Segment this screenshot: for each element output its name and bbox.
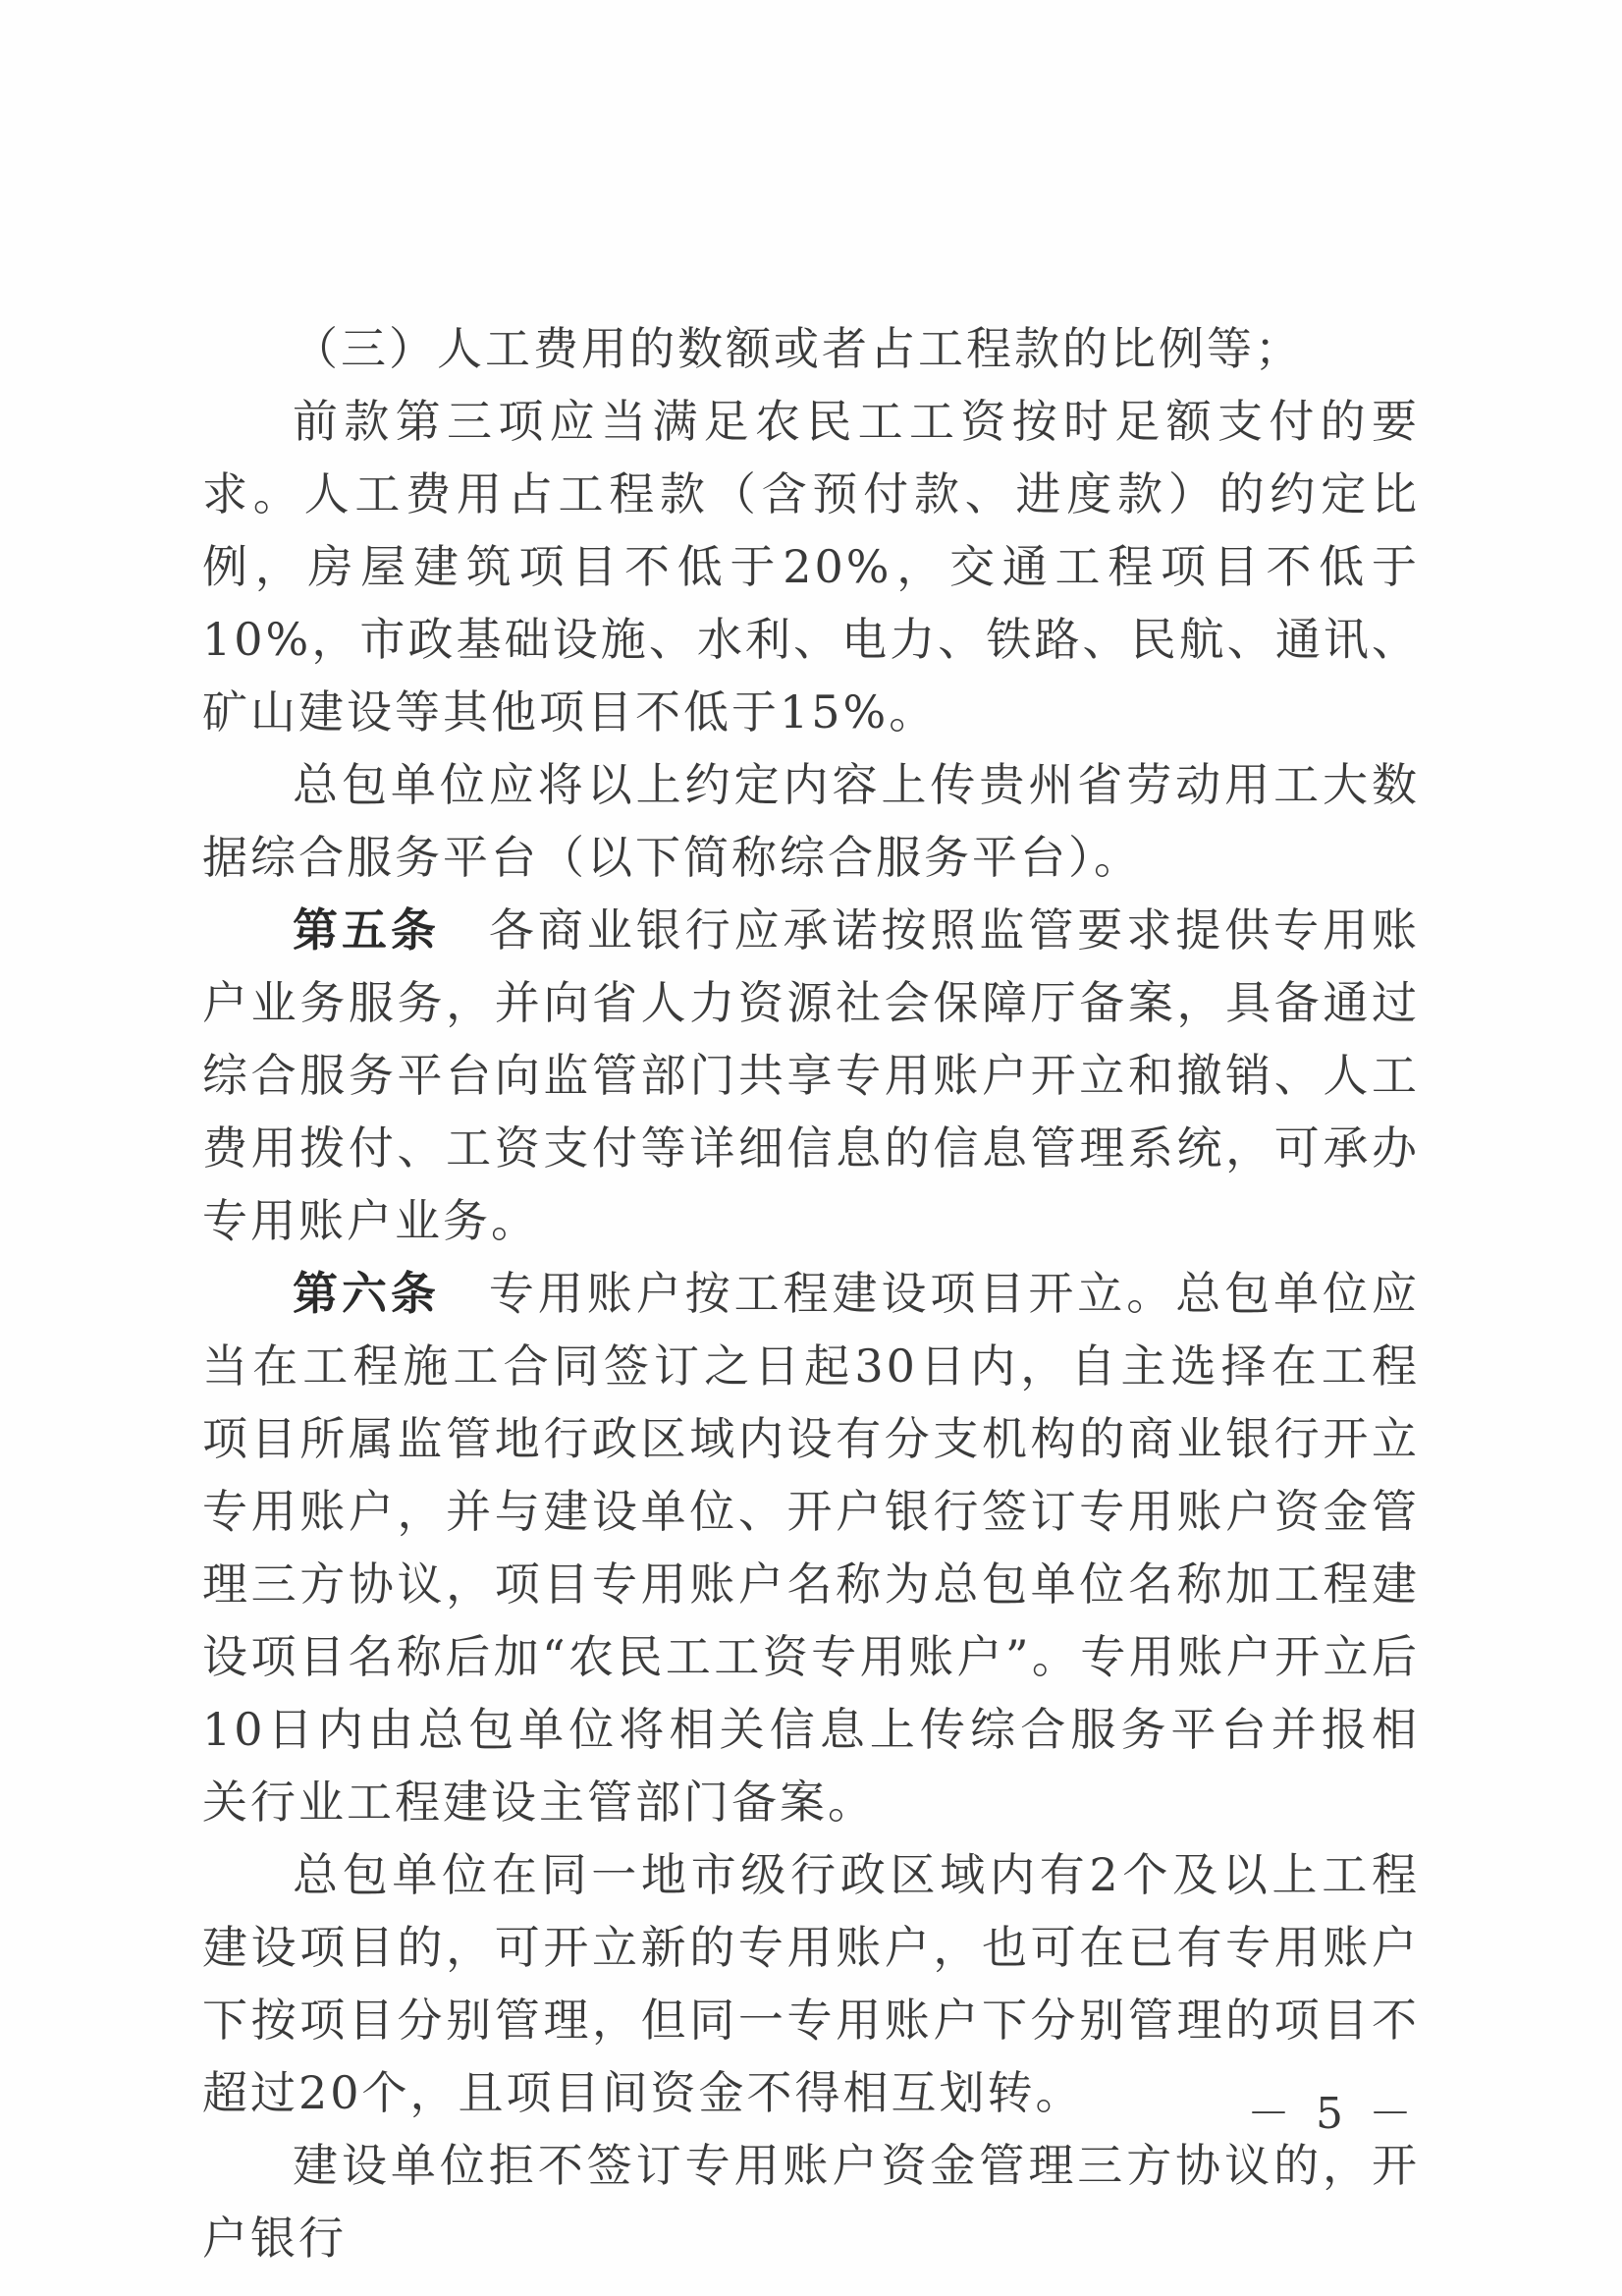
paragraph-wage-ratio xyxy=(202,385,1420,748)
article-heading: 第五条 xyxy=(293,903,440,957)
article-heading: 第六条 xyxy=(293,1267,440,1320)
paragraph-text: 各商业银行应承诺按照监管要求提供专用账户业务服务，并向省人力资源社会保障厅备案，具备通过综合服务平台向监管部门共享专用账户开立和撤销、人工费用拨付、工资支付等详细信息的信息管理系统，可承办专用账户业务。 xyxy=(202,903,1421,1247)
paragraph-text: 总包单位应将以上约定内容上传贵州省劳动用工大数据综合服务平台（以下简称综合服务平台）。 xyxy=(202,758,1420,884)
paragraph-text: 总包单位在同一地市级行政区域内有2个及以上工程建设项目的，可开立新的专用账户，也可在已有专用账户下按项目分别管理，但同一专用账户下分别管理的项目不超过20个，且项目间资金不得相互划转。 xyxy=(202,1848,1420,2119)
paragraph-text: 前款第三项应当满足农民工工资按时足额支付的要求。人工费用占工程款（含预付款、进度款）的约定比例，房屋建筑项目不低于20%，交通工程项目不低于10%，市政基础设施、水利、电力、铁路、民航、通讯、矿山建设等其他项目不低于15%。 xyxy=(202,395,1420,738)
document-body xyxy=(202,312,1420,2274)
paragraph-text: 建设单位拒不签订专用账户资金管理三方协议的，开户银行 xyxy=(202,2139,1420,2265)
paragraph-multiple-projects xyxy=(202,1838,1420,2129)
paragraph-text: 专用账户按工程建设项目开立。总包单位应当在工程施工合同签订之日起30日内，自主选择在工程项目所属监管地行政区域内设有分支机构的商业银行开立专用账户，并与建设单位、开户银行签订专用账户资金管理三方协议，项目专用账户名称为总包单位名称加工程建设项目名称后加“农民工工资专用账户”。专用账户开立后10日内由总包单位将相关信息上传综合服务平台并报相关行业工程建设主管部门备案。 xyxy=(202,1267,1421,1829)
paragraph-item-3 xyxy=(202,312,1420,385)
page-number: － 5 － xyxy=(1247,2089,1418,2139)
paragraph-refusal xyxy=(202,2129,1420,2274)
paragraph-upload-platform xyxy=(202,748,1420,894)
article-5 xyxy=(202,894,1420,1257)
paragraph-text: （三）人工费用的数额或者占工程款的比例等； xyxy=(293,322,1303,375)
article-6 xyxy=(202,1257,1420,1838)
